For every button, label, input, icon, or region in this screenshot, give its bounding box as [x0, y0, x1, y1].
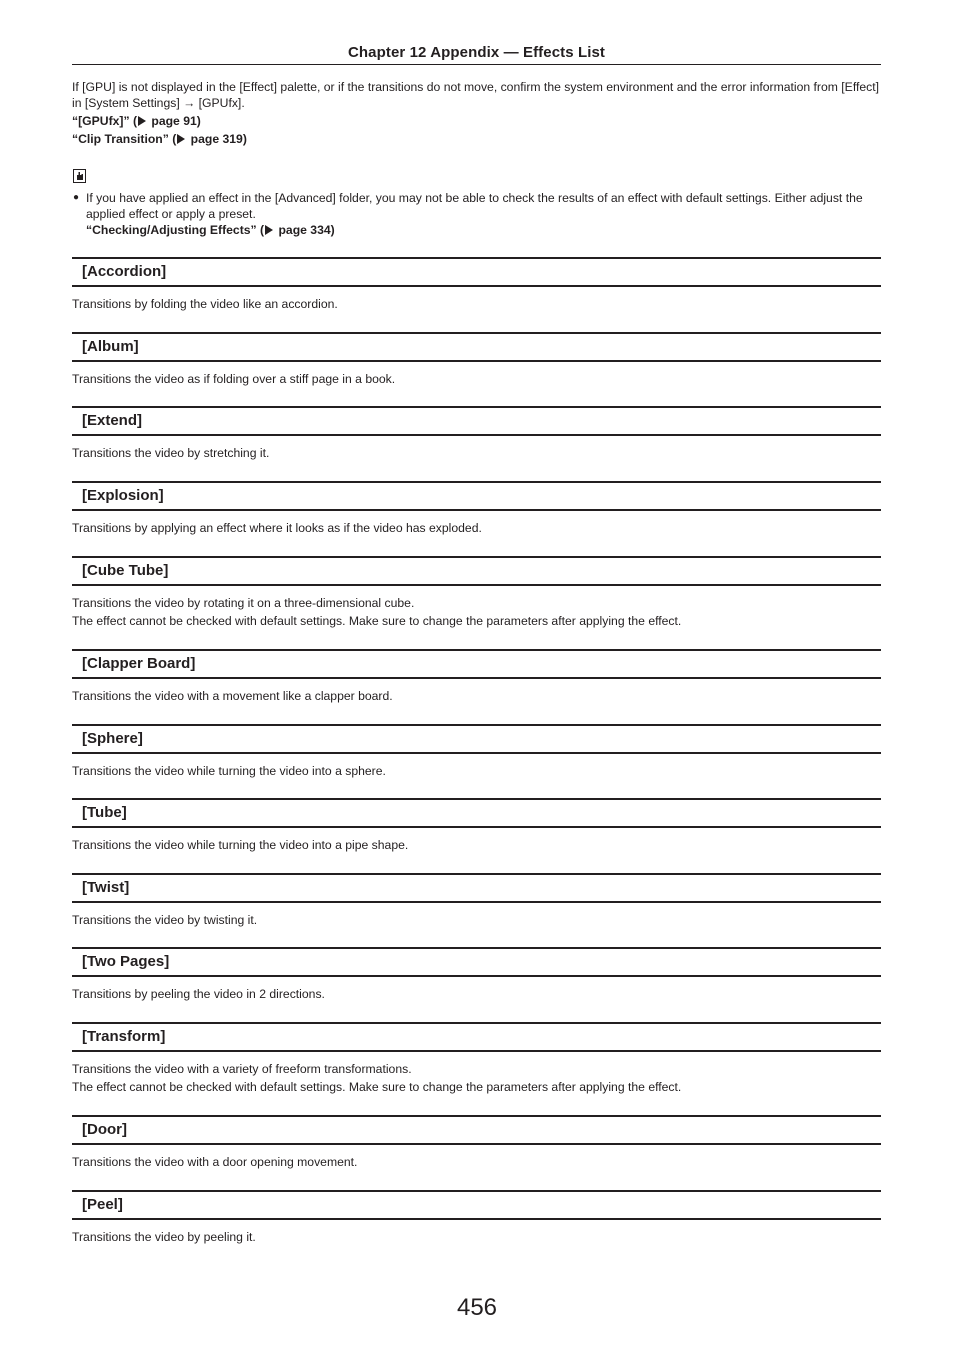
- intro-block: [72, 79, 881, 148]
- intro-text: If [GPU] is not displayed in the [Effect] palette, or if the transitions do not move, confirm the system environment and the error information from [Effect] in [System Settings] → [GPUfx].: [72, 80, 880, 110]
- section-heading-bar: [72, 798, 881, 828]
- ref-text-after: page 334): [275, 223, 335, 237]
- section-heading-bar: [72, 1022, 881, 1052]
- effect-section: [72, 1115, 881, 1171]
- section-description: [72, 594, 881, 630]
- ref-text-before: “Checking/Adjusting Effects” (: [86, 223, 265, 237]
- section-heading-bar: [72, 1190, 881, 1220]
- effect-section: [72, 947, 881, 1003]
- effect-section: [72, 1022, 881, 1096]
- ref-text-after: page 91): [148, 114, 201, 128]
- chapter-header: Chapter 12 Appendix — Effects List: [347, 44, 606, 61]
- header-divider: [72, 64, 881, 65]
- description-line: Transitions by folding the video like an accordion.: [72, 297, 338, 311]
- section-heading-bar: [72, 406, 881, 436]
- bullet-icon: ●: [73, 192, 80, 203]
- section-heading-bar: [72, 481, 881, 511]
- section-description: [72, 985, 881, 1003]
- description-line: Transitions by peeling the video in 2 directions.: [72, 987, 325, 1001]
- ref-text-before: “Clip Transition” (: [72, 132, 177, 146]
- effect-section: [72, 1190, 881, 1246]
- section-title: [Tube]: [82, 804, 127, 821]
- section-title: [Extend]: [82, 412, 142, 429]
- effect-section: [72, 556, 881, 630]
- description-line: Transitions the video while turning the video into a pipe shape.: [72, 838, 409, 852]
- ref-text-before: “[GPUfx]” (: [72, 114, 137, 128]
- cross-reference-link[interactable]: [72, 130, 881, 148]
- description-line: Transitions the video as if folding over a stiff page in a book.: [72, 372, 396, 386]
- section-title: [Twist]: [82, 879, 130, 896]
- description-line: Transitions by applying an effect where it looks as if the video has exploded.: [72, 521, 482, 535]
- section-heading-bar: [72, 1115, 881, 1145]
- section-title: [Door]: [82, 1121, 127, 1138]
- section-title: [Peel]: [82, 1196, 123, 1213]
- section-title: [Clapper Board]: [82, 655, 196, 672]
- description-line: Transitions the video by stretching it.: [72, 446, 270, 460]
- cross-reference-link[interactable]: [72, 112, 881, 130]
- effect-section: [72, 481, 881, 537]
- section-description: [72, 519, 881, 537]
- description-line: Transitions the video with a movement like a clapper board.: [72, 689, 393, 703]
- section-description: [72, 1153, 881, 1171]
- section-description: [72, 911, 881, 929]
- note-text: If you have applied an effect in the [Advanced] folder, you may not be able to check the results of an effect with default settings. Either adjust the applied effect or apply a preset.: [86, 191, 863, 221]
- effect-section: [72, 406, 881, 462]
- description-line: Transitions the video while turning the video into a sphere.: [72, 764, 386, 778]
- section-description: [72, 295, 881, 313]
- section-description: [72, 687, 881, 705]
- cross-reference-link[interactable]: [86, 222, 881, 238]
- effect-section: [72, 332, 881, 388]
- ref-text-after: page 319): [187, 132, 247, 146]
- page-arrow-icon: [265, 225, 273, 235]
- section-title: [Transform]: [82, 1028, 166, 1045]
- effect-section: [72, 649, 881, 705]
- note-block: [72, 190, 881, 238]
- description-line: Transitions the video with a variety of freeform transformations.: [72, 1062, 412, 1076]
- description-line: The effect cannot be checked with default settings. Make sure to change the parameters after applying the effect.: [72, 1080, 682, 1094]
- page-arrow-icon: [138, 116, 146, 126]
- section-heading-bar: [72, 724, 881, 754]
- section-heading-bar: [72, 947, 881, 977]
- page-number: 456: [456, 1294, 498, 1321]
- memo-icon: [73, 169, 86, 183]
- description-line: Transitions the video by rotating it on a three-dimensional cube.: [72, 596, 415, 610]
- effect-section: [72, 798, 881, 854]
- page-arrow-icon: [177, 134, 185, 144]
- section-heading-bar: [72, 649, 881, 679]
- effect-section: [72, 873, 881, 929]
- section-heading-bar: [72, 332, 881, 362]
- description-line: Transitions the video by peeling it.: [72, 1230, 256, 1244]
- section-heading-bar: [72, 873, 881, 903]
- section-description: [72, 836, 881, 854]
- section-title: [Explosion]: [82, 487, 164, 504]
- effect-section: [72, 724, 881, 780]
- section-description: [72, 370, 881, 388]
- section-description: [72, 1060, 881, 1096]
- section-heading-bar: [72, 556, 881, 586]
- description-line: Transitions the video by twisting it.: [72, 913, 258, 927]
- section-description: [72, 1228, 881, 1246]
- section-title: [Accordion]: [82, 263, 167, 280]
- section-title: [Cube Tube]: [82, 562, 169, 579]
- section-title: [Sphere]: [82, 730, 143, 747]
- section-title: [Two Pages]: [82, 953, 170, 970]
- effect-section: [72, 257, 881, 313]
- section-title: [Album]: [82, 338, 139, 355]
- section-heading-bar: [72, 257, 881, 287]
- description-line: Transitions the video with a door opening movement.: [72, 1155, 358, 1169]
- section-description: [72, 444, 881, 462]
- description-line: The effect cannot be checked with default settings. Make sure to change the parameters after applying the effect.: [72, 614, 682, 628]
- section-description: [72, 762, 881, 780]
